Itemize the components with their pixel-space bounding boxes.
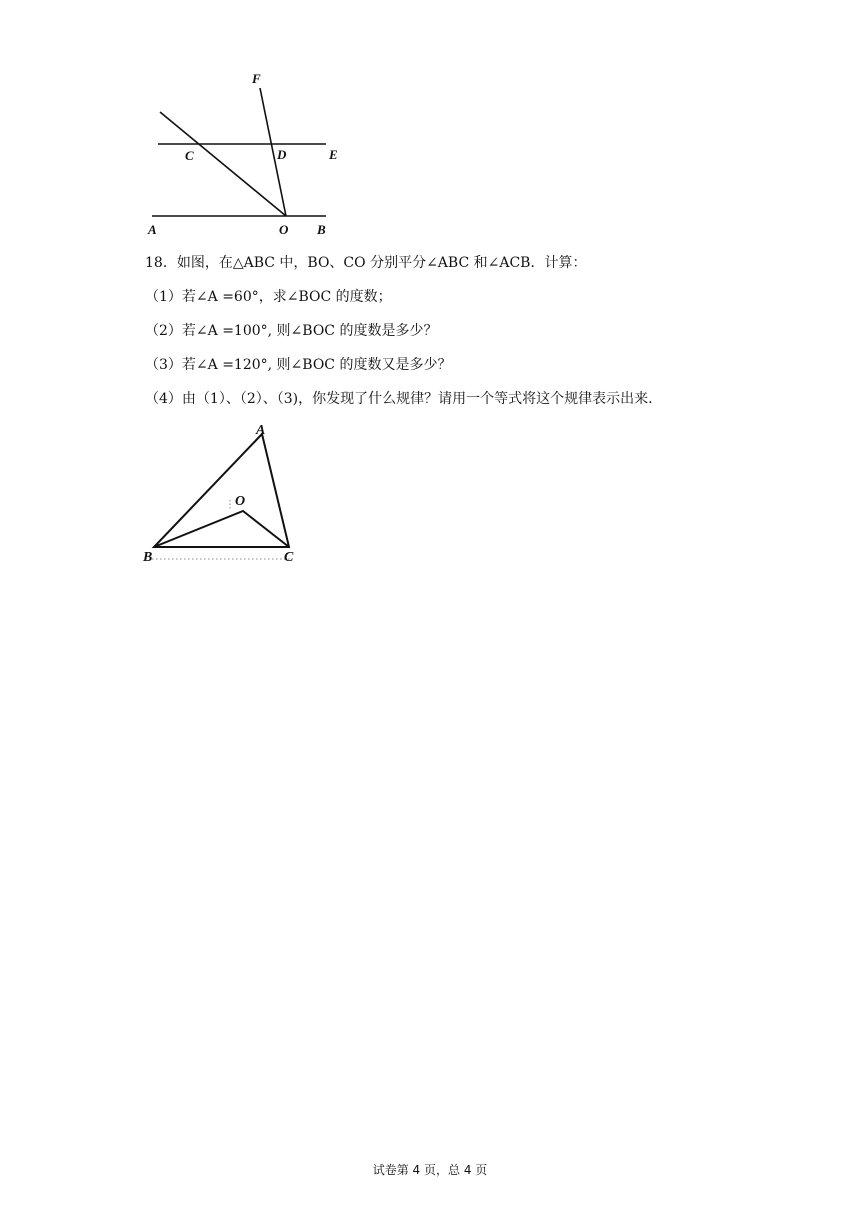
question-18-part-1: （1）若∠A =60°，求∠BOC 的度数；: [145, 289, 392, 305]
label-c: C: [185, 148, 194, 163]
label-e: E: [329, 147, 338, 162]
figure-parallel-lines: [140, 66, 360, 240]
question-18-part-3: （3）若∠A =120°, 则∠BOC 的度数又是多少？: [145, 357, 452, 373]
transversal-oc: [160, 112, 286, 216]
label-a: A: [148, 222, 157, 237]
page-footer: 试卷第 4 页，总 4 页: [372, 1163, 488, 1177]
label-f: F: [252, 71, 261, 86]
label-d: D: [277, 147, 287, 162]
label-o: O: [279, 222, 289, 237]
figure-triangle-abc: [138, 418, 308, 568]
label-a: A: [256, 423, 266, 438]
label-b: B: [317, 222, 326, 237]
label-b: B: [143, 550, 153, 565]
label-o: O: [235, 494, 246, 509]
question-18-stem: 18．如图，在△ABC 中，BO、CO 分别平分∠ABC 和∠ACB．计算：: [145, 255, 587, 271]
question-18-part-4: （4）由（1）、（2）、（3)，你发现了什么规律？请用一个等式将这个规律表示出来.: [145, 391, 653, 407]
bisectors-bo-co: [154, 511, 289, 547]
label-c: C: [284, 550, 294, 565]
question-18-part-2: （2）若∠A =100°, 则∠BOC 的度数是多少？: [145, 323, 438, 339]
